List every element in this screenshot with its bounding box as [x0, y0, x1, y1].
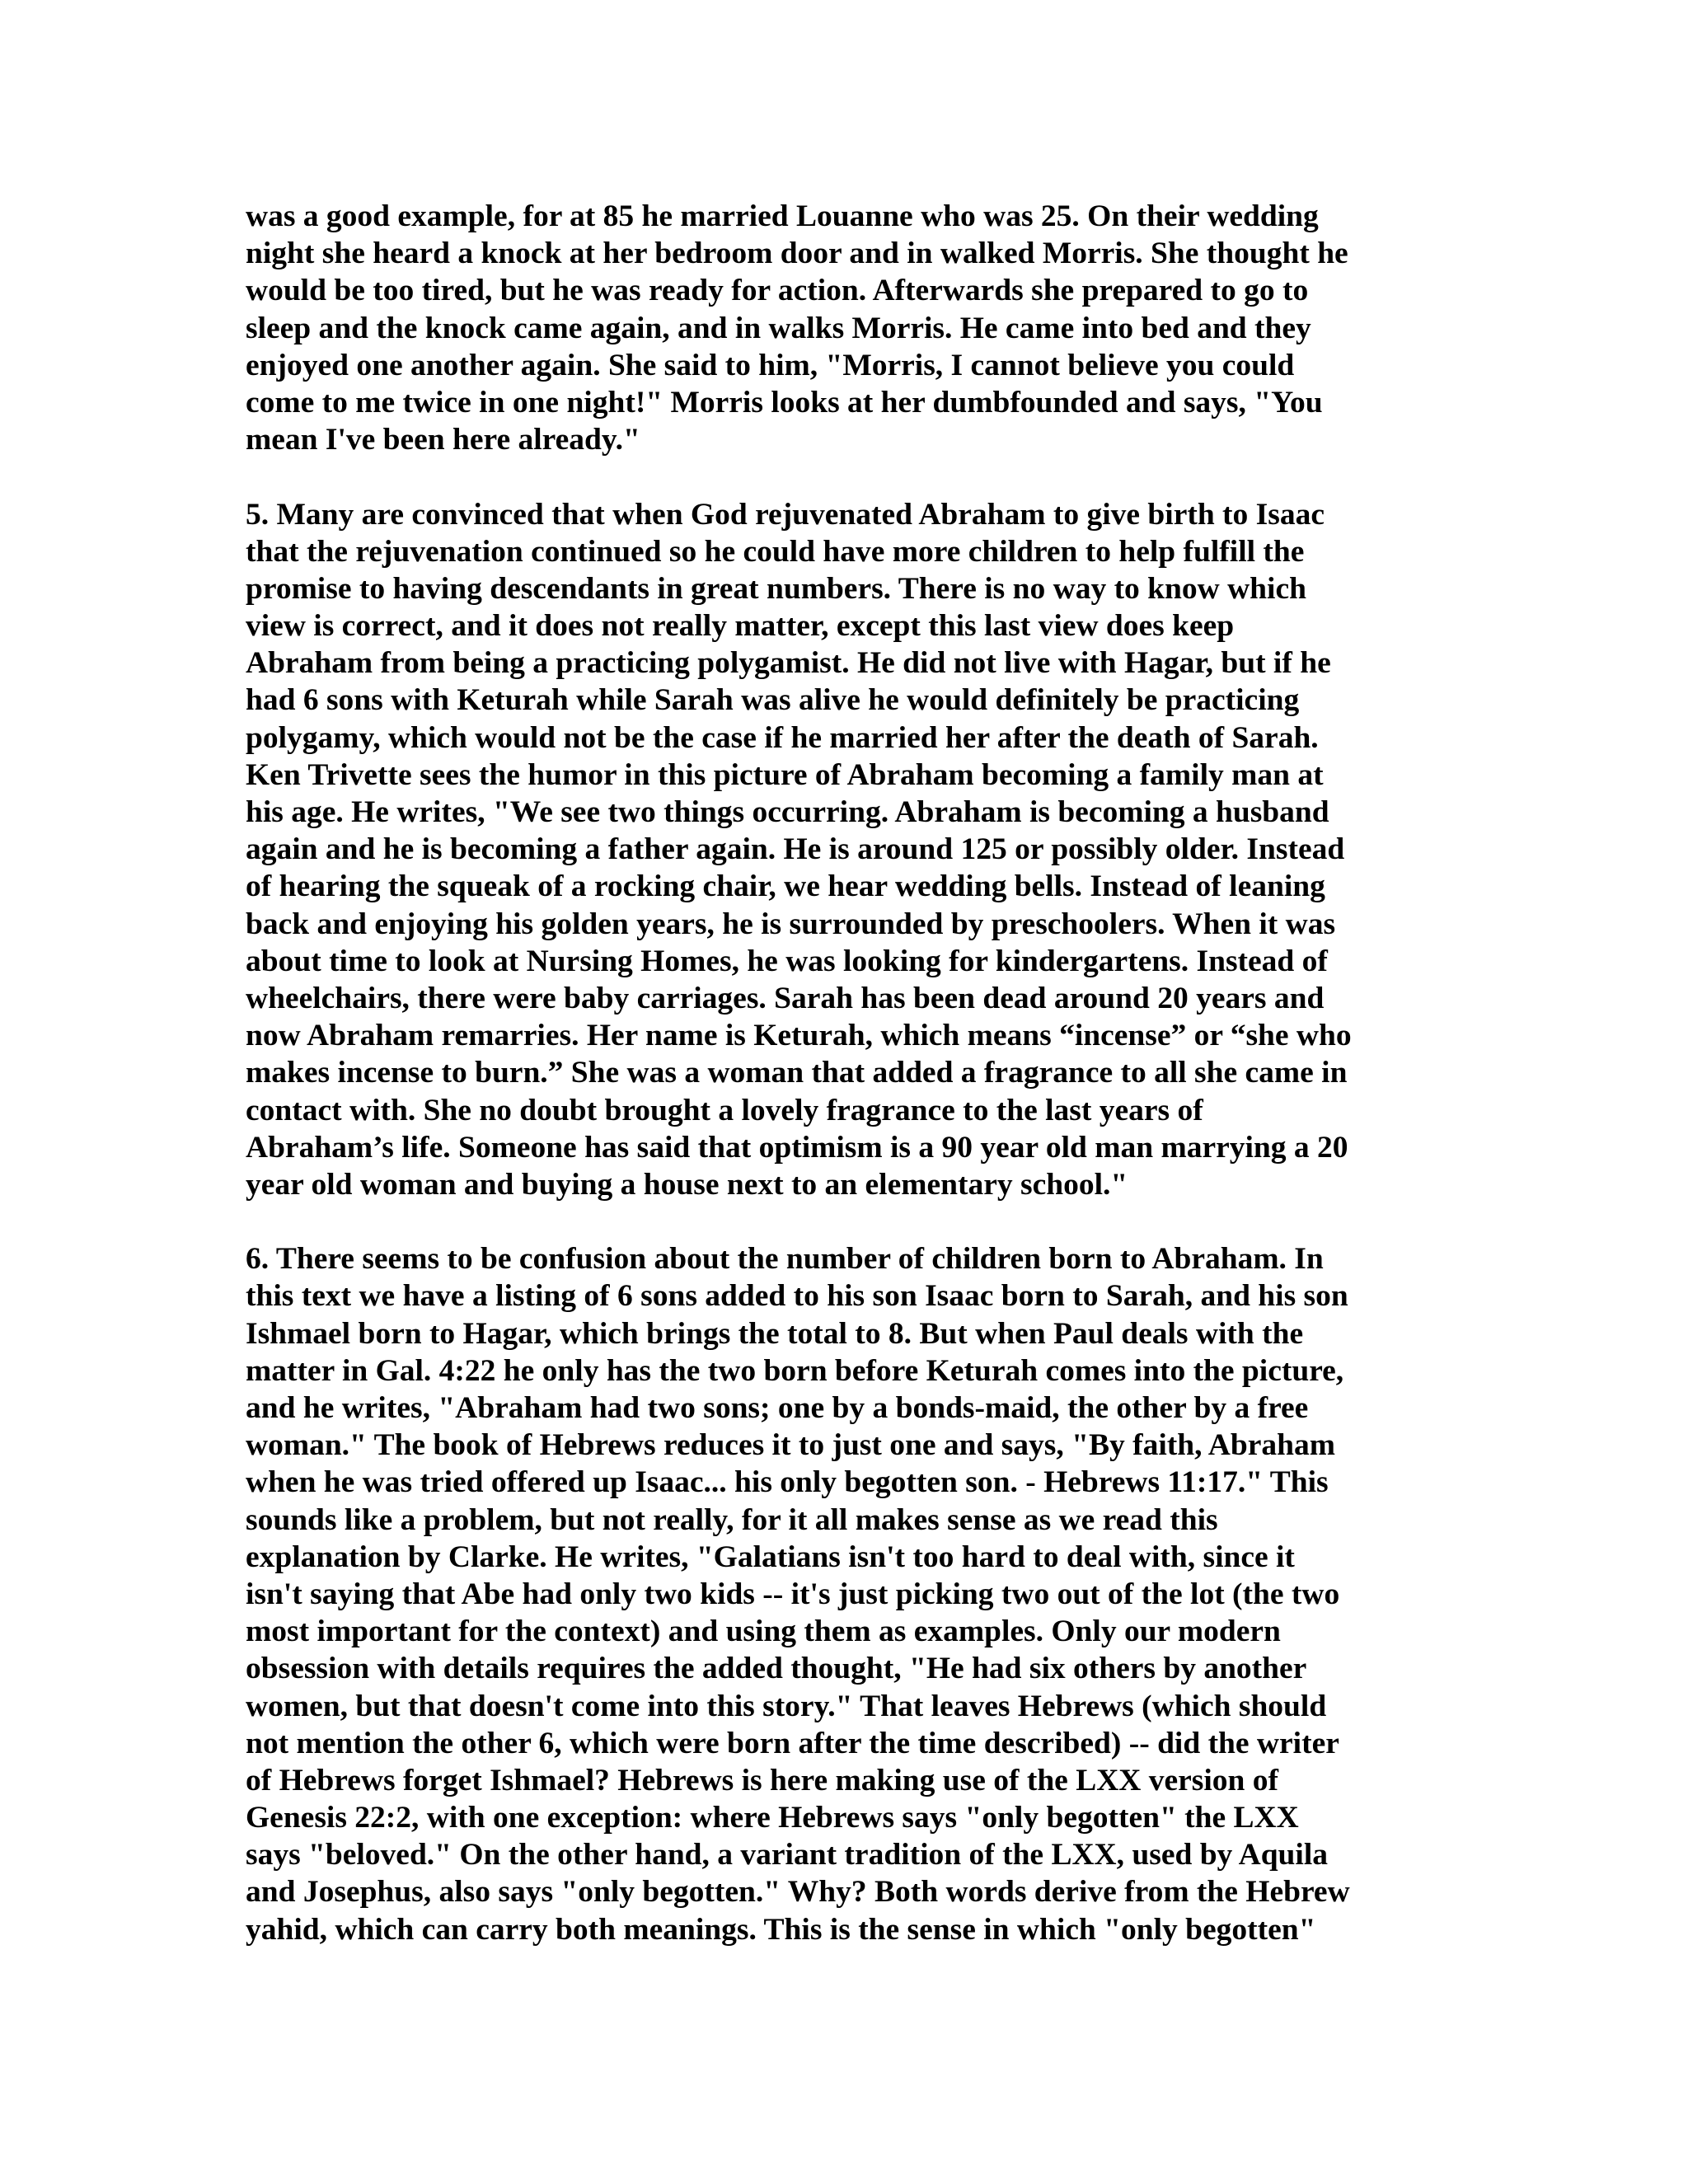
text-line: 5. Many are convinced that when God rejuvenated Abraham to give birth to Isaac: [246, 497, 1325, 532]
document-body: [246, 198, 1482, 1948]
text-line: makes incense to burn.” She was a woman that added a fragrance to all she came in: [246, 1056, 1348, 1090]
text-line: women, but that doesn't come into this story." That leaves Hebrews (which should: [246, 1689, 1327, 1723]
text-line: had 6 sons with Keturah while Sarah was alive he would definitely be practicing: [246, 683, 1300, 718]
text-line: now Abraham remarries. Her name is Keturah, which means “incense” or “she who: [246, 1019, 1352, 1053]
text-line: wheelchairs, there were baby carriages. Sarah has been dead around 20 years and: [246, 981, 1325, 1015]
text-line: says "beloved." On the other hand, a variant tradition of the LXX, used by Aquila: [246, 1838, 1328, 1872]
text-line: 6. There seems to be confusion about the number of children born to Abraham. In: [246, 1242, 1324, 1277]
text-line: polygamy, which would not be the case if he married her after the death of Sarah.: [246, 720, 1319, 755]
text-line: most important for the context) and using them as examples. Only our modern: [246, 1615, 1281, 1649]
text-line: obsession with details requires the added thought, "He had six others by another: [246, 1652, 1307, 1686]
text-line: about time to look at Nursing Homes, he was looking for kindergartens. Instead of: [246, 944, 1328, 978]
text-line: this text we have a listing of 6 sons added to his son Isaac born to Sarah, and his son: [246, 1279, 1348, 1314]
text-line: Abraham from being a practicing polygamist. He did not live with Hagar, but if he: [246, 646, 1331, 681]
paragraph-spacer: [246, 1203, 1482, 1240]
text-line: sounds like a problem, but not really, for it all makes sense as we read this: [246, 1502, 1218, 1537]
text-line: that the rejuvenation continued so he could have more children to help fulfill the: [246, 534, 1305, 569]
text-line: when he was tried offered up Isaac... his only begotten son. - Hebrews 11:17." This: [246, 1465, 1329, 1500]
text-line: back and enjoying his golden years, he is surrounded by preschoolers. When it was: [246, 907, 1336, 941]
text-line: promise to having descendants in great numbers. There is no way to know which: [246, 571, 1306, 606]
text-line: not mention the other 6, which were born after the time described) -- did the writer: [246, 1726, 1339, 1760]
text-line: of Hebrews forget Ishmael? Hebrews is here making use of the LXX version of: [246, 1763, 1279, 1797]
paragraph: [246, 1240, 1482, 1948]
text-line: sleep and the knock came again, and in walks Morris. He came into bed and they: [246, 311, 1311, 345]
text-line: Genesis 22:2, with one exception: where Hebrews says "only begotten" the LXX: [246, 1801, 1299, 1835]
text-line: would be too tired, but he was ready for action. Afterwards she prepared to go to: [246, 274, 1309, 308]
text-line: woman." The book of Hebrews reduces it to just one and says, "By faith, Abraham: [246, 1428, 1335, 1463]
text-line: Ishmael born to Hagar, which brings the total to 8. But when Paul deals with the: [246, 1316, 1304, 1351]
text-line: year old woman and buying a house next to an elementary school.": [246, 1167, 1128, 1202]
text-line: yahid, which can carry both meanings. This is the sense in which "only begotten": [246, 1912, 1316, 1947]
text-line: come to me twice in one night!" Morris looks at her dumbfounded and says, "You: [246, 385, 1323, 419]
text-line: Abraham’s life. Someone has said that optimism is a 90 year old man marrying a 20: [246, 1130, 1348, 1165]
text-line: of hearing the squeak of a rocking chair, we hear wedding bells. Instead of leaning: [246, 869, 1325, 904]
text-line: was a good example, for at 85 he married Louanne who was 25. On their wedding: [246, 199, 1319, 233]
text-line: enjoyed one another again. She said to him, "Morris, I cannot believe you could: [246, 348, 1295, 382]
text-line: matter in Gal. 4:22 he only has the two born before Keturah comes into the picture,: [246, 1353, 1344, 1388]
paragraph: [246, 198, 1482, 458]
text-line: view is correct, and it does not really matter, except this last view does keep: [246, 609, 1235, 644]
text-line: and he writes, "Abraham had two sons; one by a bonds-maid, the other by a free: [246, 1391, 1309, 1425]
text-line: isn't saying that Abe had only two kids -- it's just picking two out of the lot (the two: [246, 1577, 1340, 1611]
text-line: his age. He writes, "We see two things occurring. Abraham is becoming a husband: [246, 795, 1329, 829]
text-line: Ken Trivette sees the humor in this picture of Abraham becoming a family man at: [246, 757, 1324, 792]
paragraph-spacer: [246, 458, 1482, 495]
text-line: night she heard a knock at her bedroom door and in walked Morris. She thought he: [246, 237, 1348, 271]
text-line: mean I've been here already.": [246, 423, 640, 457]
text-line: contact with. She no doubt brought a lovely fragrance to the last years of: [246, 1093, 1203, 1127]
text-line: and Josephus, also says "only begotten." Why? Both words derive from the Hebrew: [246, 1875, 1350, 1910]
text-line: explanation by Clarke. He writes, "Galatians isn't too hard to deal with, since it: [246, 1540, 1295, 1574]
text-line: again and he is becoming a father again. He is around 125 or possibly older. Instead: [246, 832, 1345, 867]
paragraph: [246, 496, 1482, 1204]
